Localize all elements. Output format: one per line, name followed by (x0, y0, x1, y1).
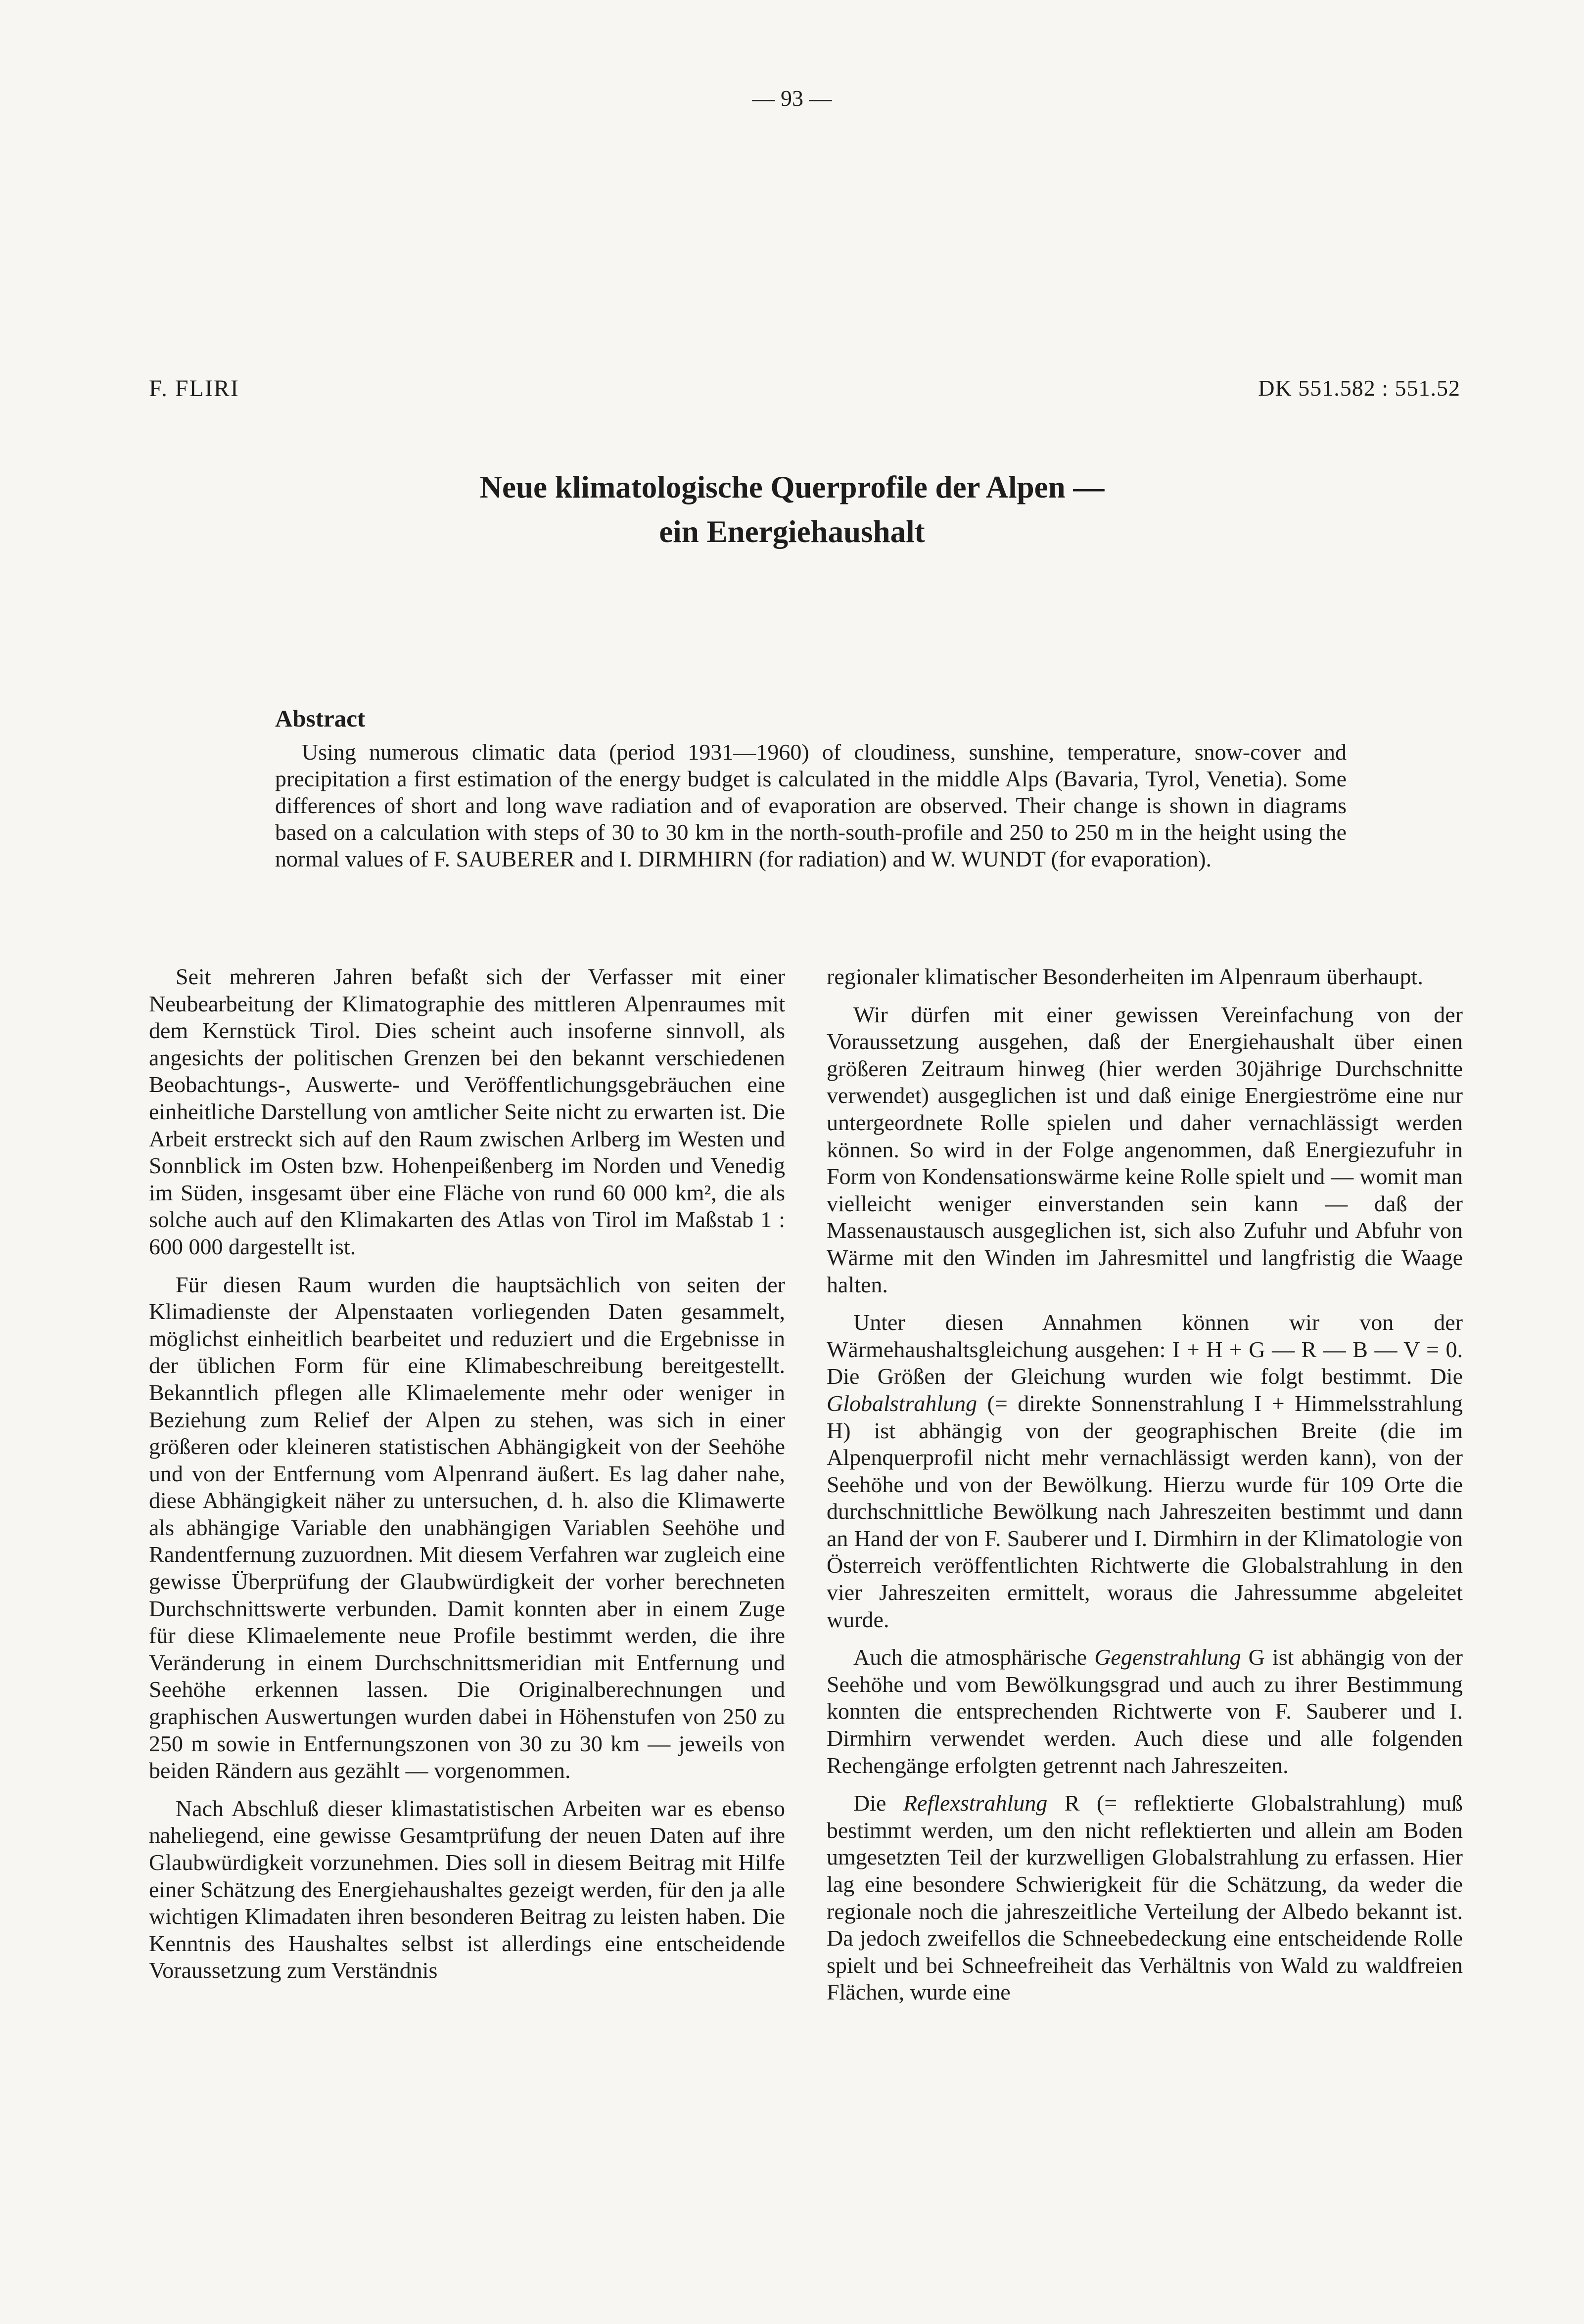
paragraph: Für diesen Raum wurden die hauptsächlich von seiten der Klimadienste der Alpenstaaten vorliegenden Daten gesammelt, möglichst einheitlich bearbeitet und reduziert und die Ergebnisse in der üblichen Form für eine Klimabeschreibung bereitgestellt. Bekanntlich pflegen alle Klimaelemente mehr oder weniger in Beziehung zum Relief der Alpen zu stehen, was sich in einer größeren oder kleineren statistischen Abhängigkeit von der Seehöhe und von der Entfernung vom Alpenrand äußert. Es lag daher nahe, diese Abhängigkeit näher zu untersuchen, d. h. also die Klimawerte als abhängige Variable den unabhängigen Variablen Seehöhe und Randentfernung zuzuordnen. Mit diesem Verfahren war zugleich eine gewisse Überprüfung der Glaubwürdigkeit der vorher berechneten Durchschnittswerte verbunden. Damit konnten aber in einem Zuge für diese Klimaelemente neue Profile bestimmt werden, die ihre Veränderung in einem Durchschnittsmeridian mit Entfernung und Seehöhe erkennen lassen. Die Originalberechnungen und graphischen Auswertungen wurden dabei in Höhenstufen von 250 zu 250 m sowie in Entfernungszonen von 30 zu 30 km — jeweils von beiden Rändern aus gezählt — vorgenommen. (149, 1272, 785, 1783)
text-run: (= direkte Sonnenstrahlung I + Himmelsstrahlung H) ist abhängig von der geographischen Breite (die im Alpenquerprofil nicht mehr vernachlässigt werden kann), von der Seehöhe und von der Bewölkung. Hierzu wurde für 109 Orte die durchschnittliche Bewölkung nach Jahreszeiten bestimmt und dann an Hand der von F. Sauberer und I. Dirmhirn in der Klimatologie von Österreich veröffentlichten Richtwerte die Globalstrahlung in den vier Jahreszeiten ermittelt, woraus die Jahressumme abgeleitet wurde. (827, 1390, 1463, 1632)
paragraph: Seit mehreren Jahren befaßt sich der Verfasser mit einer Neubearbeitung der Klimatographie des mittleren Alpenraumes mit dem Kernstück Tirol. Dies scheint auch insoferne sinnvoll, als angesichts der politischen Grenzen bei den bekannt verschiedenen Beobachtungs-, Auswerte- und Veröffentlichungsgebräuchen eine einheitliche Darstellung von amtlicher Seite nicht zu erwarten ist. Die Arbeit erstreckt sich auf den Raum zwischen Arlberg im Westen und Sonnblick im Osten bzw. Hohenpeißenberg im Norden und Venedig im Süden, insgesamt über eine Fläche von rund 60 000 km², die als solche auch auf den Klimakarten des Atlas von Tirol im Maßstab 1 : 600 000 dargestellt ist. (149, 964, 785, 1259)
paragraph: Nach Abschluß dieser klimastatistischen Arbeiten war es ebenso naheliegend, eine gewisse Gesamtprüfung der neuen Daten auf ihre Glaubwürdigkeit vorzunehmen. Dies soll in diesem Beitrag mit Hilfe einer Schätzung des Energiehaushaltes gezeigt werden, für den ja alle wichtigen Klimadaten ihren besonderen Beitrag zu leisten haben. Die Kenntnis des Haushaltes selbst ist allerdings eine entscheidende Voraussetzung zum Verständnis (149, 1795, 785, 1983)
paragraph (827, 1790, 1463, 2006)
text-run: G ist abhängig von der Seehöhe und vom Bewölkungsgrad und auch zu ihrer Bestimmung konnten die entsprechenden Richtwerte von F. Sauberer und I. Dirmhirn verwendet werden. Auch diese und alle folgenden Rechengänge erfolgten getrennt nach Jahreszeiten. (827, 1644, 1463, 1778)
text-run: Auch die atmosphärische (853, 1644, 1095, 1670)
page-number: — 93 — (752, 86, 832, 111)
classification-code: DK 551.582 : 551.52 (1258, 375, 1460, 401)
paragraph (827, 1309, 1463, 1633)
title-line-1: Neue klimatologische Querprofile der Alpen — (479, 470, 1105, 504)
paragraph: Wir dürfen mit einer gewissen Vereinfachung von der Voraussetzung ausgehen, daß der Energiehaushalt über einen größeren Zeitraum hinweg (hier werden 30jährige Durchschnitte verwendet) ausgeglichen ist und daß einige Energieströme eine nur untergeordnete Rolle spielen und daher vernachlässigt werden können. So wird in der Folge angenommen, daß Energiezufuhr in Form von Kondensationswärme keine Rolle spielt und — womit man vielleicht weniger einverstanden sein kann — daß der Massenaustausch ausgeglichen ist, sich also Zufuhr und Abfuhr von Wärme mit den Winden im Jahresmittel und langfristig die Waage halten. (827, 1002, 1463, 1297)
right-column (827, 963, 1463, 2017)
paragraph: regionaler klimatischer Besonderheiten im Alpenraum überhaupt. (827, 964, 1423, 989)
abstract-heading: Abstract (275, 705, 366, 732)
text-run: R (= reflektierte Globalstrahlung) muß bestimmt werden, um den nicht reflektierten und allein am Boden umgesetzten Teil der kurzwelligen Globalstrahlung zu erfassen. Hier lag eine besondere Schwierigkeit für die Schätzung, da weder die regionale noch die jahreszeitliche Verteilung der Albedo bekannt ist. Da jedoch zweifellos die Schneebedeckung eine entscheidende Rolle spielt und bei Schneefreiheit das Verhältnis von Wald zu waldfreien Flächen, wurde eine (827, 1790, 1463, 2005)
term-gegenstrahlung: Gegenstrahlung (1094, 1644, 1241, 1670)
left-column (149, 963, 785, 1995)
author: F. FLIRI (149, 375, 239, 402)
abstract-text: Using numerous climatic data (period 1931—1960) of cloudiness, sunshine, temperature, snow-cover and precipitation a first estimation of the energy budget is calculated in the middle Alps (Bavaria, Tyrol, Venetia). Some differences of short and long wave radiation and of evaporation are observed. Their change is shown in diagrams based on a calculation with steps of 30 to 30 km in the north-south-profile and 250 to 250 m in the height using the normal values of F. SAUBERER and I. DIRMHIRN (for radiation) and W. WUNDT (for evaporation). (275, 739, 1347, 871)
title-line-2: ein Energiehaushalt (659, 514, 925, 549)
text-run: Die (853, 1790, 903, 1816)
paragraph (827, 1644, 1463, 1779)
term-reflexstrahlung: Reflexstrahlung (903, 1790, 1048, 1816)
text-run: Unter diesen Annahmen können wir von der Wärmehaushaltsgleichung ausgehen: I + H + G — R — B — V = 0. Die Größen der Gleichung wurden wie folgt bestimmt. Die (827, 1310, 1463, 1389)
term-globalstrahlung: Globalstrahlung (827, 1390, 978, 1416)
article-title (0, 465, 1584, 554)
